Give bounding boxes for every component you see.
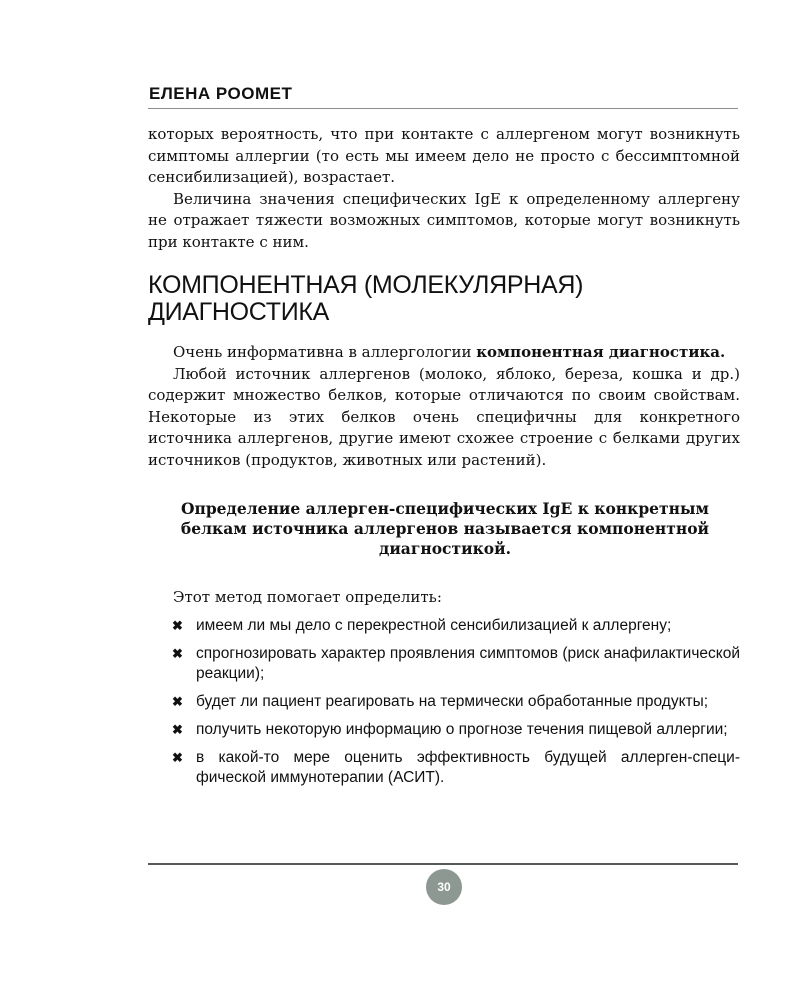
list-item	[172, 644, 740, 684]
page-number-badge: 30	[426, 869, 462, 905]
cross-bullet-icon: ✖	[172, 618, 183, 633]
section-heading	[148, 272, 648, 326]
cross-bullet-icon: ✖	[172, 646, 183, 661]
list-item	[172, 692, 740, 712]
paragraph-informative	[148, 342, 740, 364]
paragraph-informative-text: Очень информативна в аллергологии	[173, 343, 477, 361]
list-item	[172, 748, 740, 788]
method-benefits-list	[172, 616, 740, 796]
list-item-text: имеем ли мы дело с перекрестной сенсибилизацией к аллергену;	[196, 617, 672, 634]
header-divider	[148, 108, 738, 109]
paragraph-informative-bold: компонентная диагностика.	[476, 343, 726, 361]
cross-bullet-icon: ✖	[172, 722, 183, 737]
paragraph-block-intro	[148, 124, 740, 253]
list-item	[172, 720, 740, 740]
list-item-text: в какой-то мере оценить эффективность будущей аллерген-специфической иммунотерапии (АСИТ).	[196, 749, 740, 786]
paragraph-block-component	[148, 342, 740, 471]
list-intro: Этот метод помогает определить:	[173, 588, 442, 606]
cross-bullet-icon: ✖	[172, 694, 183, 709]
section-heading-line1: КОМПОНЕНТНАЯ (МОЛЕКУЛЯРНАЯ)	[148, 271, 584, 299]
list-item-text: будет ли пациент реагировать на термически обработанные продукты;	[196, 693, 709, 710]
definition-callout: Определение аллерген-специфических IgE к конкретным белкам источника аллергенов называется компонентной диагностикой.	[180, 499, 710, 558]
list-item	[172, 616, 740, 636]
section-heading-line2: ДИАГНОСТИКА	[148, 298, 330, 326]
footer-divider	[148, 863, 738, 865]
list-item-text: получить некоторую информацию о прогнозе течения пищевой аллергии;	[196, 721, 728, 738]
paragraph-continuation: которых вероятность, что при контакте с аллергеном могут возникнуть симптомы аллергии (то есть мы имеем дело не просто с бессимптомной сенсибилизацией), возрастает.	[148, 125, 740, 186]
running-header-author: ЕЛЕНА РООМЕТ	[149, 84, 293, 103]
cross-bullet-icon: ✖	[172, 750, 183, 765]
paragraph-allergen-sources: Любой источник аллергенов (молоко, яблоко, береза, кошка и др.) содержит множество белков, которые отличаются по своим свойствам. Некоторые из этих белков очень специфичны для конкретного источника аллергенов, другие имеют схожее строение с белками других источников (продуктов, животных или растений).	[148, 364, 740, 469]
list-item-text: спрогнозировать характер проявления симптомов (риск анафилактической реакции);	[196, 645, 740, 682]
paragraph-ige-value: Величина значения специфических IgE к определенному аллергену не отражает тяжести возможных симптомов, которые могут возникнуть при контакте с ним.	[148, 189, 740, 251]
